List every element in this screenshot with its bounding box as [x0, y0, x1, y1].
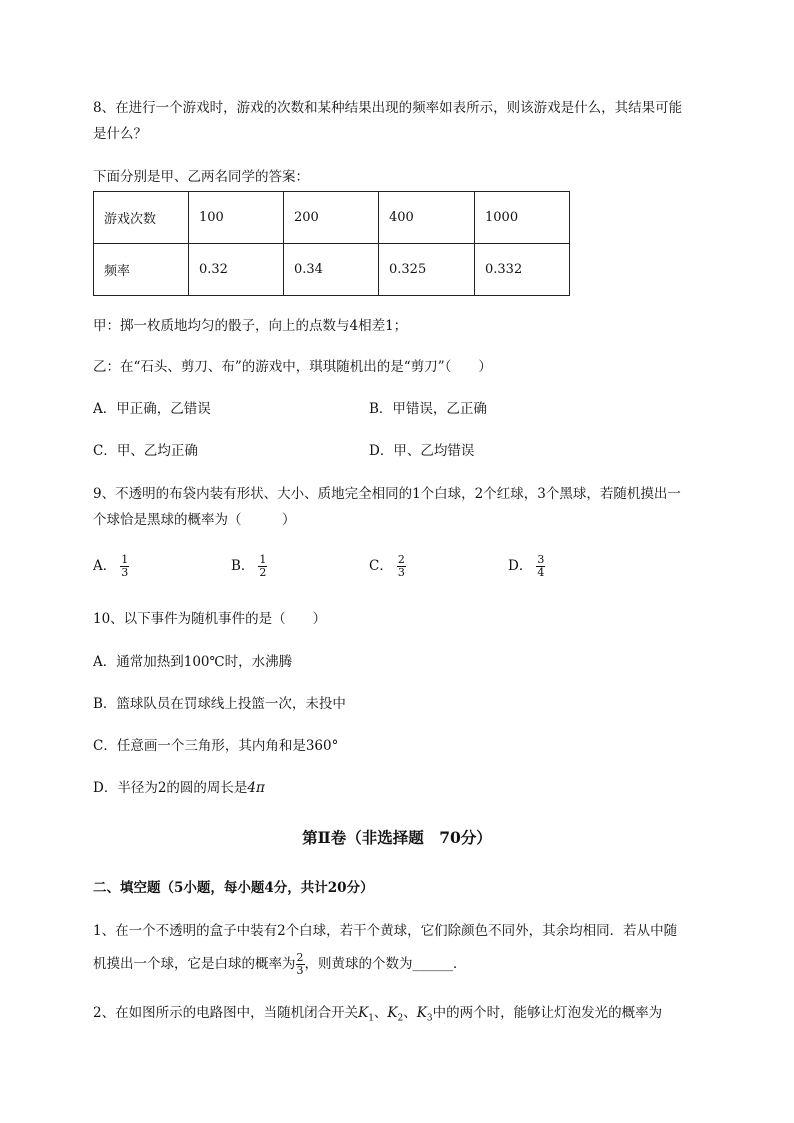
- table-cell: 0.32: [189, 244, 284, 296]
- table-cell: 100: [189, 192, 284, 244]
- denominator: 4: [537, 566, 545, 579]
- q8-stem-line2: 是什么？: [93, 126, 147, 142]
- q8-option-c: C．甲、乙均正确: [93, 443, 198, 459]
- table-row: [94, 244, 570, 296]
- option-label: C．: [369, 558, 393, 574]
- q8-option-b: B．甲错误，乙正确: [369, 401, 487, 417]
- q8-answer-jia: 甲：掷一枚质地均匀的骰子，向上的点数与4相差1；: [93, 318, 408, 334]
- f2-stem: [93, 1004, 662, 1028]
- q10-option-d: [93, 779, 265, 797]
- option-label: A．: [93, 558, 117, 574]
- f1-line2-pre: 机摸出一个球，它是白球的概率为: [93, 956, 296, 972]
- table-cell: 400: [379, 192, 475, 244]
- table-cell: 0.325: [379, 244, 475, 296]
- table-cell: 1000: [475, 192, 570, 244]
- q8-intro: 下面分别是甲、乙两名同学的答案：: [93, 169, 309, 185]
- table-cell: 频率: [94, 244, 189, 296]
- option-label: B．: [231, 558, 255, 574]
- part2-title: 二、填空题（5小题，每小题4分，共计20分）: [93, 880, 374, 896]
- numerator: 2: [296, 951, 304, 964]
- f1-stem-line1: 1、在一个不透明的盒子中装有2个白球，若干个黄球，它们除颜色不同外，其余均相同．若从中随: [93, 923, 678, 939]
- switch-k1-sub: 1: [368, 1013, 374, 1024]
- fraction: [120, 554, 129, 579]
- fraction: [258, 554, 267, 579]
- q9-option-b: [231, 554, 267, 579]
- q9-option-d: [508, 554, 545, 579]
- option-label: D．: [508, 558, 533, 574]
- q10-option-c: C．任意画一个三角形，其内角和是360°: [93, 738, 339, 754]
- q9-stem-line2: 个球恰是黑球的概率为（ ）: [93, 512, 296, 528]
- f1-stem-line2: [93, 952, 467, 977]
- denominator: 3: [397, 566, 405, 579]
- fraction: [296, 952, 305, 977]
- f2-post: 中的两个时，能够让灯泡发光的概率为: [432, 1005, 663, 1021]
- q8-option-a: A．甲正确，乙错误: [93, 401, 211, 417]
- f1-line2-post: ，则黄球的个数为______．: [304, 956, 467, 972]
- q8-answer-yi: 乙：在“石头、剪刀、布”的游戏中，琪琪随机出的是“剪刀”（ ）: [93, 359, 492, 375]
- switch-k2: K: [387, 1005, 398, 1021]
- switch-k3-sub: 3: [426, 1013, 433, 1024]
- denominator: 3: [121, 566, 129, 579]
- separator: 、: [403, 1005, 417, 1021]
- table-row: [94, 192, 570, 244]
- numerator: 1: [121, 553, 129, 566]
- numerator: 2: [397, 553, 405, 566]
- switch-k3: K: [416, 1005, 427, 1021]
- option-d-math: 4π: [247, 780, 265, 796]
- switch-k1: K: [358, 1005, 369, 1021]
- table-cell: 0.34: [284, 244, 379, 296]
- f2-pre: 2、在如图所示的电路图中，当随机闭合开关: [93, 1005, 359, 1021]
- table-cell: 游戏次数: [94, 192, 189, 244]
- numerator: 3: [537, 553, 545, 566]
- fraction: [536, 554, 545, 579]
- q8-stem-line1: 8、在进行一个游戏时，游戏的次数和某种结果出现的频率如表所示，则该游戏是什么，其结果可能: [93, 100, 683, 116]
- table-cell: 200: [284, 192, 379, 244]
- q10-option-a: A．通常加热到100℃时，水沸腾: [93, 654, 293, 670]
- switch-k2-sub: 2: [397, 1013, 404, 1024]
- frequency-table: [93, 191, 570, 296]
- q10-stem: 10、以下事件为随机事件的是（ ）: [93, 611, 327, 627]
- denominator: 3: [296, 964, 304, 977]
- q9-stem-line1: 9、不透明的布袋内装有形状、大小、质地完全相同的1个白球，2个红球，3个黑球，若随机摸出一: [93, 486, 681, 502]
- option-d-text: D．半径为2的圆的周长是: [93, 780, 248, 796]
- table-cell: 0.332: [475, 244, 570, 296]
- separator: 、: [373, 1005, 388, 1021]
- numerator: 1: [259, 553, 267, 566]
- q10-option-b: B．篮球队员在罚球线上投篮一次，未投中: [93, 696, 346, 712]
- q9-option-c: [369, 554, 406, 579]
- q9-option-a: [93, 554, 129, 579]
- fraction: [397, 554, 406, 579]
- denominator: 2: [259, 566, 267, 579]
- section-heading: 第Ⅱ卷（非选择题 70分）: [302, 828, 492, 847]
- q8-option-d: D．甲、乙均错误: [369, 443, 475, 459]
